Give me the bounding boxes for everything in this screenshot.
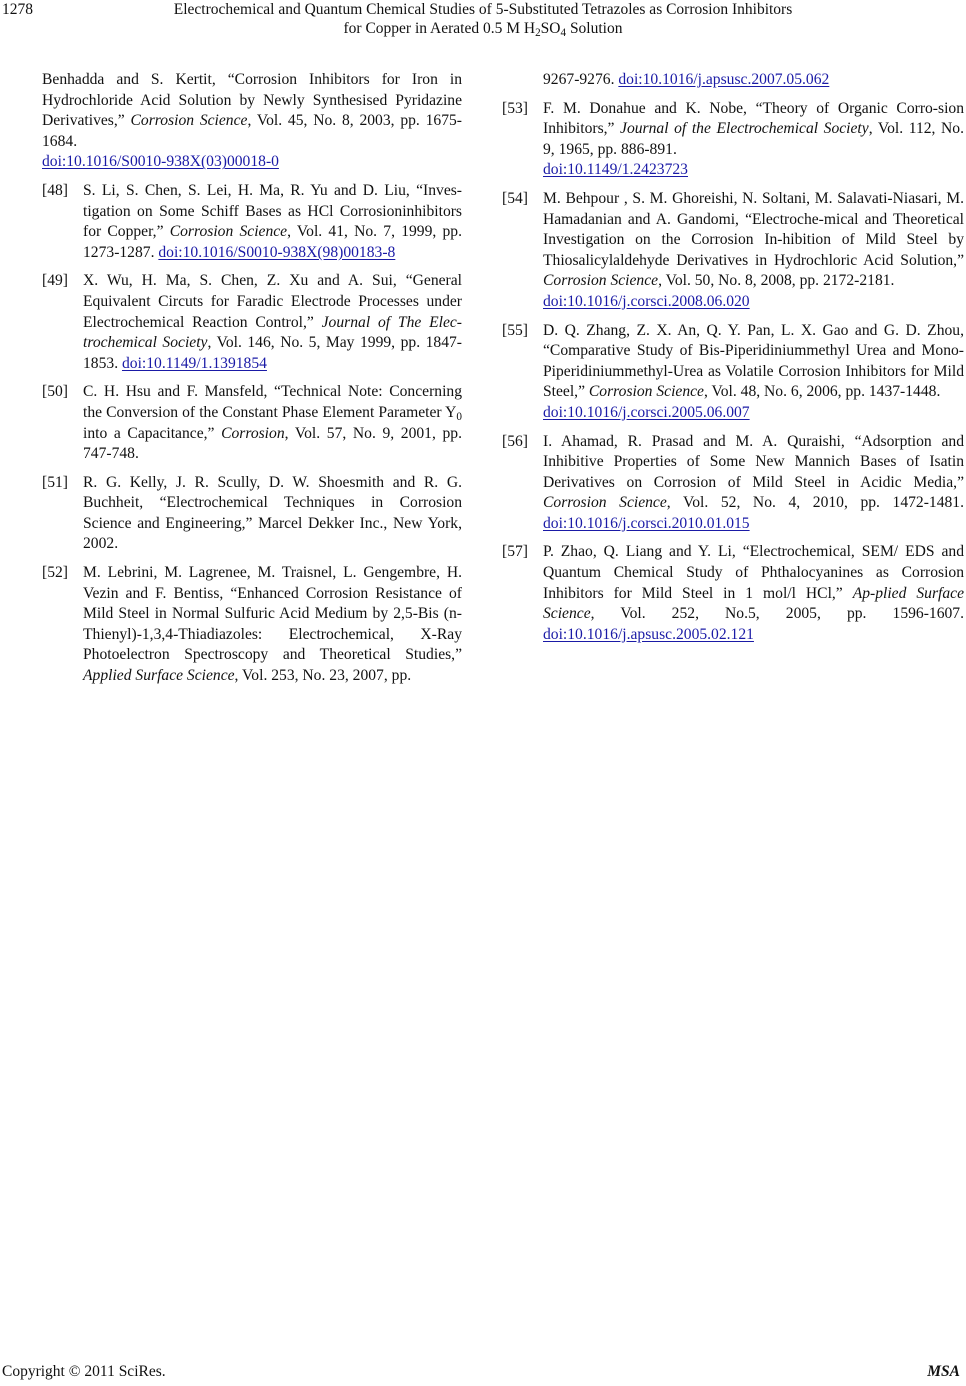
- running-title-line1: Electrochemical and Quantum Chemical Studies of 5-Substituted Tetrazoles as Corrosion Inhibitors: [173, 1, 793, 18]
- reference-number: [54]: [502, 189, 528, 207]
- page-number: 1278: [2, 1, 33, 18]
- reference-number: [50]: [42, 383, 68, 401]
- doi-link[interactable]: doi:10.1016/j.corsci.2010.01.015: [543, 514, 750, 532]
- reference-52: [52] M. Lebrini, M. Lagrenee, M. Traisnel, L. Gengembre, H. Vezin and F. Bentiss, “Enhanced Corrosion Resistance of Mild Steel in Normal Sulfuric Acid Medium by 2,5-Bis (n-Thienyl)-1,3,4-Thiadiazoles: Electrochemical, X-Ray Photoelectron Spectroscopy and Theoretical Studies,” Applied Surface Science, Vol. 253, No. 23, 2007, pp.: [42, 563, 462, 687]
- reference-55: [55] D. Q. Zhang, Z. X. An, Q. Y. Pan, L. X. Gao and G. D. Zhou, “Comparative Study of Bis-Piperidiniummethyl Urea and Mono-Piperidiniummethyl-Urea as Volatile Corrosion Inhibitors for Mild Steel,” Corrosion Science, Vol. 48, No. 6, 2006, pp. 1437-1448. doi:10.1016/j.corsci.2005.06.007: [502, 321, 964, 424]
- right-column: [502, 70, 964, 653]
- reference-number: [51]: [42, 473, 68, 491]
- reference-51: [51] R. G. Kelly, J. R. Scully, D. W. Shoesmith and R. G. Buchheit, “Electrochemical Techniques in Corrosion Science and Engineering,” Marcel Dekker Inc., New York, 2002.: [42, 473, 462, 555]
- reference-50: [50] C. H. Hsu and F. Mansfeld, “Technical Note: Concerning the Conversion of the Constant Phase Element Parameter $Y_0$ into a Capacitance,” Corrosion, Vol. 57, No. 9, 2001, pp. 747-748.: [42, 382, 462, 464]
- reference-continuation: 9267-9276. doi:10.1016/j.apsusc.2007.05.062: [543, 71, 830, 88]
- reference-number: [53]: [502, 99, 528, 117]
- doi-link[interactable]: doi:10.1016/j.apsusc.2005.02.121: [543, 625, 754, 643]
- running-head: [0, 0, 966, 44]
- reference-48: [48] S. Li, S. Chen, S. Lei, H. Ma, R. Yu and D. Liu, “Inves-tigation on Some Schiff Bases as HCl Corrosioninhibitors for Copper,” Corrosion Science, Vol. 41, No. 7, 1999, pp. 1273-1287. doi:10.1016/S0010-938X(98)00183-8: [42, 181, 462, 263]
- copyright-notice: Copyright © 2011 SciRes.: [2, 1363, 166, 1380]
- reference-49: [49] X. Wu, H. Ma, S. Chen, Z. Xu and A. Sui, “General Equivalent Circuts for Faradic Electrode Processes under Electrochemical Reaction Control,” Journal of The Elec-trochemical Society, Vol. 146, No. 5, May 1999, pp. 1847-1853. doi:10.1149/1.1391854: [42, 271, 462, 374]
- doi-link[interactable]: doi:10.1016/S0010-938X(98)00183-8: [158, 243, 396, 261]
- reference-57: [57] P. Zhao, Q. Liang and Y. Li, “Electrochemical, SEM/ EDS and Quantum Chemical Study of Phthalocyanines as Corrosion Inhibitors for Mild Steel in 1 mol/l HCl,” Ap-plied Surface Science, Vol. 252, No.5, 2005, pp. 1596-1607. doi:10.1016/j.apsusc.2005.02.121: [502, 542, 964, 645]
- reference-number: [57]: [502, 543, 528, 561]
- doi-link[interactable]: doi:10.1016/S0010-938X(03)00018-0: [42, 153, 279, 171]
- reference-number: [56]: [502, 432, 528, 450]
- reference-56: [56] I. Ahamad, R. Prasad and M. A. Quraishi, “Adsorption and Inhibitive Properties of Some New Mannich Bases of Isatin Derivatives on Corrosion of Mild Steel in Acidic Media,” Corrosion Science, Vol. 52, No. 4, 2010, pp. 1472-1481. doi:10.1016/j.corsci.2010.01.015: [502, 432, 964, 535]
- reference-number: [52]: [42, 564, 68, 582]
- reference-53: [53] F. M. Donahue and K. Nobe, “Theory of Organic Corro-sion Inhibitors,” Journal of the Electrochemical Society, Vol. 112, No. 9, 1965, pp. 886-891. doi:10.1149/1.2423723: [502, 99, 964, 181]
- left-column: [42, 70, 462, 695]
- doi-link[interactable]: doi:10.1016/j.corsci.2008.06.020: [543, 292, 750, 310]
- reference-continuation: Benhadda and S. Kertit, “Corrosion Inhibitors for Iron in Hydrochloride Acid Solution by Newly Synthesised Pyridazine Derivatives,” Corrosion Science, Vol. 45, No. 8, 2003, pp. 1675-1684. doi:10.1016/S0010-938X(03)00018-0: [42, 71, 462, 171]
- doi-link[interactable]: doi:10.1149/1.1391854: [121, 354, 267, 372]
- doi-link[interactable]: doi:10.1149/1.2423723: [543, 161, 688, 179]
- running-title-line2: for Copper in Aerated 0.5 M $H_2SO_4$ Solution: [343, 20, 623, 39]
- doi-link[interactable]: doi:10.1016/j.apsusc.2007.05.062: [618, 71, 830, 88]
- reference-54: [54] M. Behpour , S. M. Ghoreishi, N. Soltani, M. Salavati-Niasari, M. Hamadanian and A. Gandomi, “Electroche-mical and Theoretical Investigation on the Corrosion In-hibition of Mild Steel by Thiosalicylaldehyde Derivatives in Hydrochloric Acid Solution,” Corrosion Science, Vol. 50, No. 8, 2008, pp. 2172-2181. doi:10.1016/j.corsci.2008.06.020: [502, 189, 964, 313]
- reference-number: [49]: [42, 272, 68, 290]
- reference-number: [48]: [42, 181, 68, 199]
- journal-abbreviation: MSA: [927, 1363, 960, 1380]
- doi-link[interactable]: doi:10.1016/j.corsci.2005.06.007: [543, 403, 750, 421]
- reference-number: [55]: [502, 321, 528, 339]
- page-footer: [0, 1363, 966, 1385]
